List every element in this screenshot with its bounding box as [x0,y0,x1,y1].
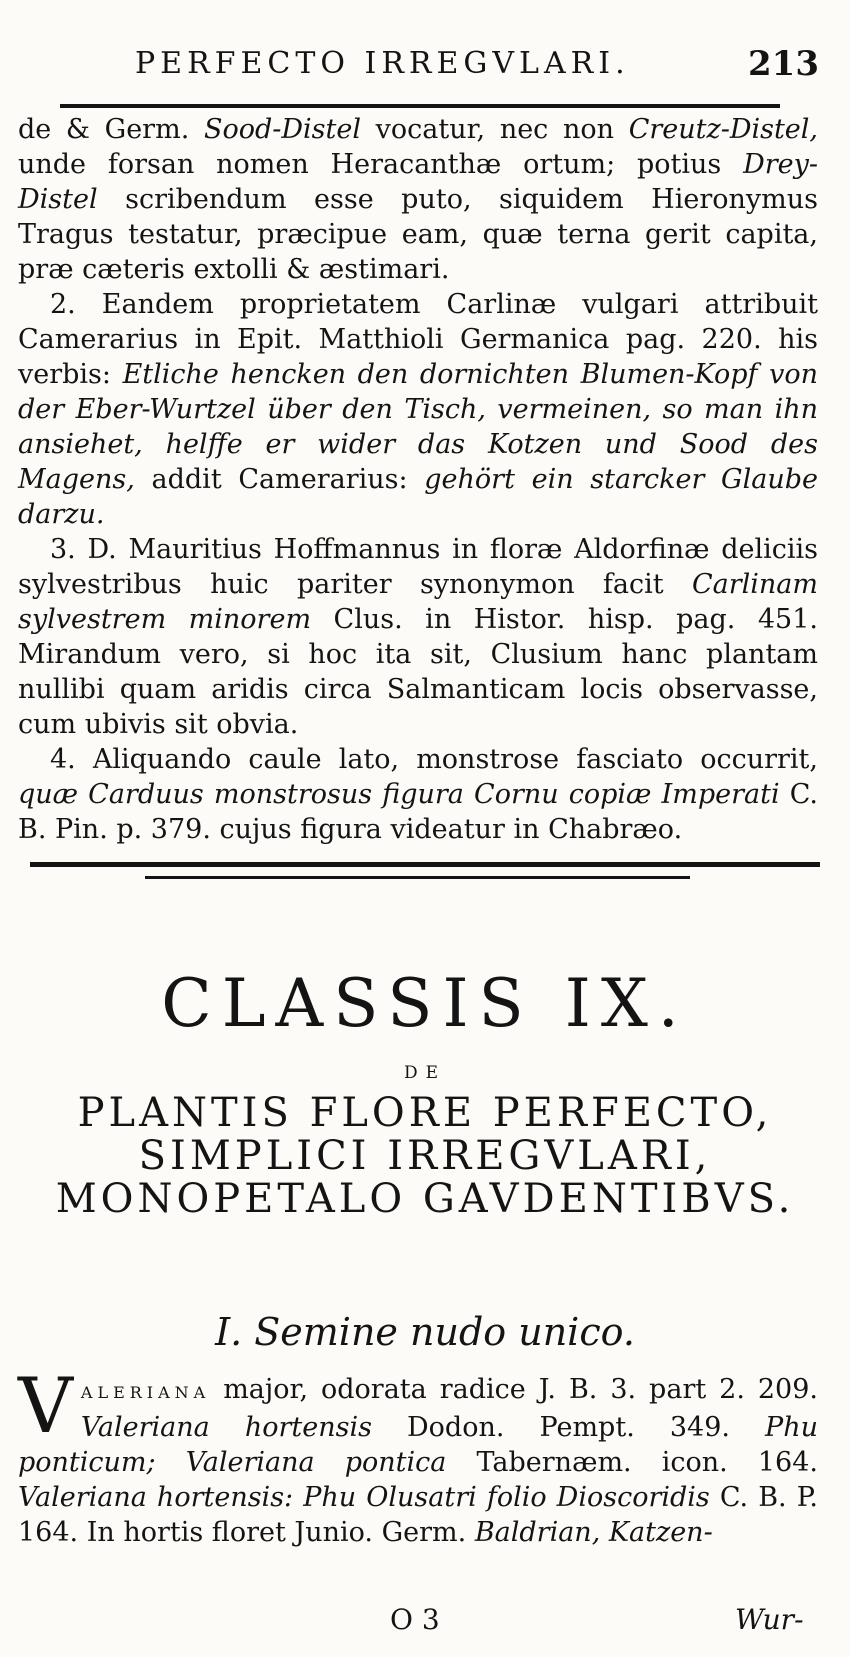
divider-rule-thick [30,862,820,867]
catchword: Wur- [735,1603,804,1636]
class-title: PLANTIS FLORE PERFECTO, SIMPLICI IRREGVLARI, MONOPETALO GAVDENTIBVS. [55,1090,795,1222]
class-heading: CLASSIS IX. [161,965,689,1042]
text-run: vocatur, nec non [360,114,629,145]
text-run: Drey-Distel [18,149,818,215]
text-run: Etliche hencken den dornichten Blumen-Kopf von der Eber-Wurtzel über den Tisch, vermeinen, so man ihn ansiehet, helffe er wider das Kotzen und Sood des Magens, [18,359,818,495]
text-run: Carlinam sylvestrem minorem [18,569,818,635]
text-run: C. B. Pin. p. 379. cujus figura videatur in Chabræo. [18,779,818,845]
text-run: 3. D. Mauritius Hoffmannus in floræ Aldorfinæ deliciis sylvestribus huic pariter synonymon facit [18,534,818,600]
valeriana-run: Valeriana hortensis [80,1412,372,1443]
text-run: Creutz-Distel, [628,114,819,145]
text-run: quæ Carduus monstrosus figura Cornu copiæ Imperati [18,779,780,810]
text-run: scribendum esse puto, siquidem Hieronymus Tragus testatur, præcipue eam, quæ terna gerit capita, præ cæteris extolli & æstimari. [18,184,818,285]
paragraph-continuation [18,112,818,287]
paragraph-4 [18,742,818,847]
valeriana-run: Baldrian, Katzen- [474,1517,713,1548]
valeriana-run: Valeriana hortensis: Phu Olusatri folio Dioscoridis [18,1482,710,1513]
running-title: PERFECTO IRREGVLARI. [135,46,630,81]
text-run: unde forsan nomen Heracanthæ ortum; potius [18,149,744,180]
text-run: gehört ein starcker Glaube darzu. [18,464,818,530]
divider-rule-thin [145,876,690,879]
text-run: de & Germ. [18,114,204,145]
signature-mark: O 3 [390,1603,440,1636]
header-rule [60,104,780,108]
valeriana-paragraph [18,1361,818,1550]
text-run: 2. Eandem proprietatem Carlinæ vulgari attribuit Camerarius in Epit. Matthioli Germanica pag. 220. his verbis: [18,289,818,390]
section-heading: I. Semine nudo unico. [215,1310,635,1354]
paragraph-2 [18,287,818,532]
valeriana-run: Phu ponticum; Valeriana pontica [18,1412,818,1478]
text-run: 4. Aliquando caule lato, monstrose fasciato occurrit, [50,744,818,775]
valeriana-run: Tabernæm. icon. 164. [446,1447,818,1478]
drop-cap: V [18,1361,73,1450]
valeriana-run: Dodon. Pempt. 349. [371,1412,766,1443]
upper-text-block [18,112,818,847]
paragraph-3 [18,532,818,742]
text-run: Sood-Distel [203,114,361,145]
valeriana-run: C. B. P. 164. In hortis floret Junio. Germ. [18,1482,818,1548]
valeriana-run: major, odorata radice J. B. 3. part 2. 209. [210,1374,818,1405]
text-run: Clus. in Histor. hisp. pag. 451. Mirandum vero, si hoc ita sit, Clusium hanc plantam nullibi quam aridis circa Salmanticam locis observasse, cum ubivis sit obvia. [18,604,818,740]
text-run: addit Camerarius: [134,464,425,495]
valeriana-entry [18,1361,818,1550]
small-caps-word: ALERIANA [80,1383,211,1402]
class-preposition: DE [403,1063,447,1083]
page-number: 213 [748,44,819,84]
